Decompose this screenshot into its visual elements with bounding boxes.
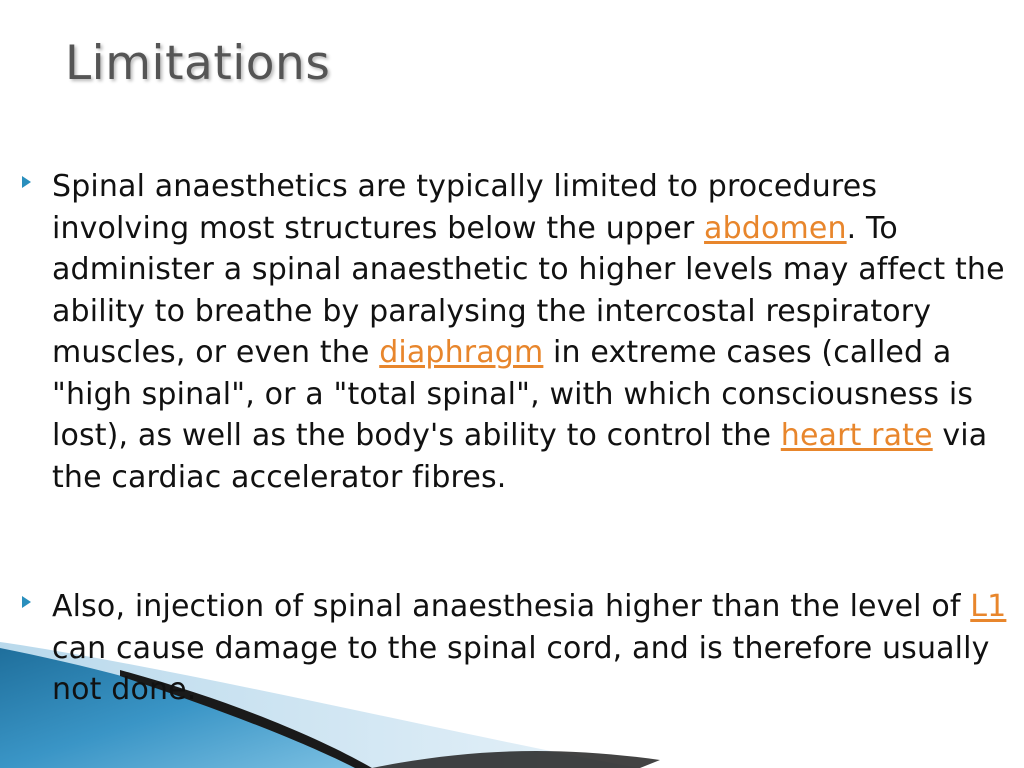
triangle-bullet-icon xyxy=(22,176,31,188)
bullet-text-segment: Spinal anaesthetics are typically limited to procedures involving most structures below the upper xyxy=(52,169,878,246)
l1-link[interactable]: L1 xyxy=(970,589,1007,624)
bullet-text-segment: Also, injection of spinal anaesthesia higher than the level of xyxy=(52,589,971,624)
bullet-text xyxy=(52,166,1017,498)
bullet-text-segment: . To administer a spinal anaesthetic to higher levels may affect the ability to breathe by paralysing the intercostal respiratory muscles, or even the xyxy=(52,210,1005,370)
diaphragm-link[interactable]: diaphragm xyxy=(379,335,544,370)
bullet-text xyxy=(52,586,1017,711)
slide-title: Limitations xyxy=(65,36,331,91)
bullet-item-spinal-limits xyxy=(52,166,1017,498)
heart-rate-link[interactable]: heart rate xyxy=(780,418,933,453)
abdomen-link[interactable]: abdomen xyxy=(704,210,847,246)
bullet-text-segment: in extreme cases (called a "high spinal", or a "total spinal", with which consciousness is lost), as well as the body's ability to control the xyxy=(52,335,974,453)
triangle-bullet-icon xyxy=(22,596,31,608)
bullet-text-segment: via the cardiac accelerator fibres. xyxy=(52,418,988,495)
bullet-item-l1-injection xyxy=(52,586,1017,711)
bullet-text-segment: can cause damage to the spinal cord, and is therefore usually not done. xyxy=(52,630,990,707)
